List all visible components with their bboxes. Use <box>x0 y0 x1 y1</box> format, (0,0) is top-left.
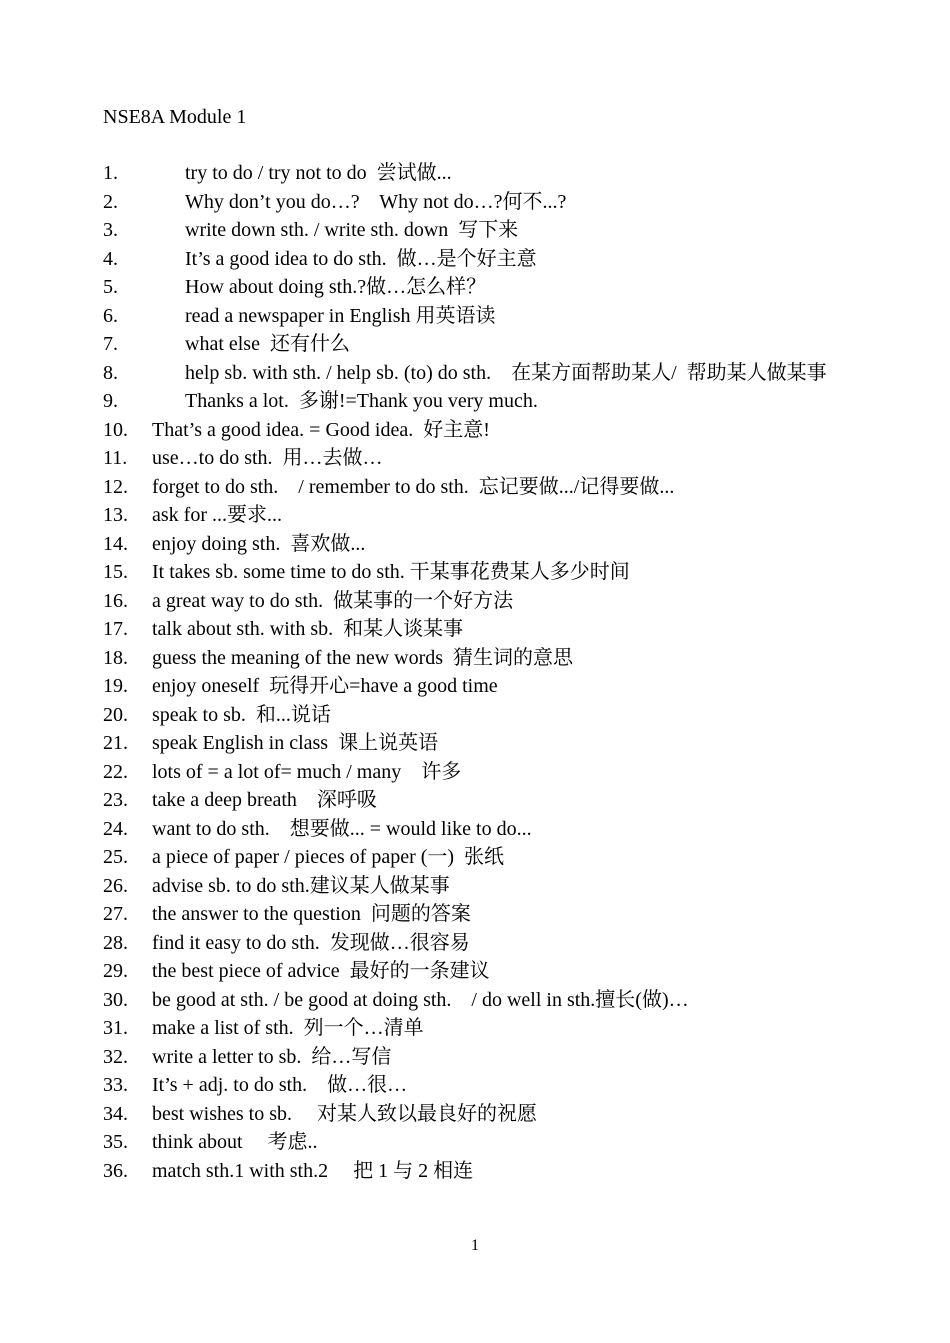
list-item-number: 27. <box>103 903 128 925</box>
list-item-text: It takes sb. some time to do sth. 干某事花费某人多少时间 <box>152 561 630 583</box>
list-item-text: the best piece of advice 最好的一条建议 <box>152 960 490 982</box>
list-item-text: best wishes to sb. 对某人致以最良好的祝愿 <box>152 1102 537 1125</box>
list-item <box>103 957 853 986</box>
list-item-text: enjoy oneself 玩得开心=have a good time <box>152 675 498 697</box>
list-item-number: 13. <box>103 504 128 526</box>
list-item <box>103 615 853 644</box>
list-item-text: advise sb. to do sth.建议某人做某事 <box>152 874 450 897</box>
list-item-number: 15. <box>103 561 128 583</box>
list-item <box>103 786 853 815</box>
list-item <box>103 558 853 587</box>
list-item-number: 22. <box>103 760 128 783</box>
list-item <box>103 273 853 302</box>
list-item <box>103 1043 853 1072</box>
list-item-number: 19. <box>103 675 128 697</box>
list-item <box>103 216 853 245</box>
list-item-text: use…to do sth. 用…去做… <box>152 447 383 469</box>
list-item <box>103 644 853 673</box>
list-item-number: 4. <box>103 247 118 270</box>
list-item-text: write a letter to sb. 给…写信 <box>152 1045 392 1068</box>
list-item-number: 10. <box>103 418 128 441</box>
list-item-number: 31. <box>103 1017 128 1039</box>
list-item-number: 5. <box>103 276 118 298</box>
list-item-number: 29. <box>103 960 128 982</box>
list-item-number: 21. <box>103 732 128 754</box>
list-item-number: 32. <box>103 1045 128 1068</box>
list-item <box>103 387 853 416</box>
list-item-text: It’s + adj. to do sth. 做…很… <box>152 1074 408 1096</box>
list-item <box>103 587 853 616</box>
list-item-number: 28. <box>103 931 128 954</box>
list-item <box>103 758 853 787</box>
list-item-number: 30. <box>103 988 128 1011</box>
list-item-text: speak English in class 课上说英语 <box>152 732 439 754</box>
list-item-text: enjoy doing sth. 喜欢做... <box>152 532 366 555</box>
list-item <box>103 330 853 359</box>
list-item-number: 8. <box>103 361 118 384</box>
list-item <box>103 986 853 1015</box>
list-item-text: read a newspaper in English 用英语读 <box>185 304 496 327</box>
list-item-number: 33. <box>103 1074 128 1096</box>
list-item-number: 12. <box>103 475 128 498</box>
list-item <box>103 444 853 473</box>
list-item-text: guess the meaning of the new words 猜生词的意思 <box>152 646 574 669</box>
list-item-text: It’s a good idea to do sth. 做…是个好主意 <box>185 247 537 270</box>
list-item-number: 6. <box>103 304 118 327</box>
list-item <box>103 872 853 901</box>
list-item-text: talk about sth. with sb. 和某人谈某事 <box>152 618 464 640</box>
list-item-text: the answer to the question 问题的答案 <box>152 903 471 925</box>
list-item-text: what else 还有什么 <box>185 333 350 355</box>
list-item-number: 7. <box>103 333 118 355</box>
list-item <box>103 900 853 929</box>
list-item-text: want to do sth. 想要做... = would like to do... <box>152 817 532 840</box>
list-item <box>103 815 853 844</box>
list-item-number: 3. <box>103 219 118 241</box>
list-item-text: How about doing sth.?做…怎么样？ <box>185 276 487 298</box>
list-item-text: match sth.1 with sth.2 把 1 与 2 相连 <box>152 1159 474 1182</box>
list-item-text: lots of = a lot of= much / many 许多 <box>152 760 462 783</box>
list-item-number: 25. <box>103 846 128 868</box>
document-title: NSE8A Module 1 <box>103 106 247 128</box>
list-item-number: 34. <box>103 1102 128 1125</box>
list-item <box>103 672 853 701</box>
list-item-number: 2. <box>103 190 118 213</box>
list-item-text: ask for ...要求... <box>152 504 282 526</box>
list-item-number: 11. <box>103 447 128 469</box>
list-item <box>103 159 853 188</box>
list-item <box>103 1014 853 1043</box>
list-item <box>103 843 853 872</box>
list-item <box>103 1071 853 1100</box>
list-item-number: 35. <box>103 1131 128 1153</box>
list-item-text: forget to do sth. / remember to do sth. 忘记要做.../记得要做... <box>152 475 675 498</box>
list-item-number: 26. <box>103 874 128 897</box>
list-item <box>103 729 853 758</box>
list-item <box>103 929 853 958</box>
list-item-number: 14. <box>103 532 128 555</box>
list-item-number: 20. <box>103 703 128 726</box>
list-item-text: help sb. with sth. / help sb. (to) do sth. 在某方面帮助某人/ 帮助某人做某事 <box>185 361 827 384</box>
list-item-text: That’s a good idea. = Good idea. 好主意! <box>152 418 490 441</box>
list-item <box>103 1128 853 1157</box>
list-item <box>103 530 853 559</box>
list-item <box>103 473 853 502</box>
list-item-number: 1. <box>103 162 118 184</box>
list-item <box>103 416 853 445</box>
list-item <box>103 359 853 388</box>
list-item-text: take a deep breath 深呼吸 <box>152 789 377 811</box>
list-item-text: Why don’t you do…? Why not do…?何不...? <box>185 190 567 213</box>
list-item <box>103 245 853 274</box>
list-item-number: 18. <box>103 646 128 669</box>
list-item <box>103 701 853 730</box>
list-item <box>103 1100 853 1129</box>
list-item-number: 36. <box>103 1159 128 1182</box>
list-item <box>103 1157 853 1186</box>
list-item-text: be good at sth. / be good at doing sth. / do well in sth.擅长(做)… <box>152 988 689 1011</box>
list-item-number: 9. <box>103 390 118 412</box>
list-item-text: Thanks a lot. 多谢!=Thank you very much. <box>185 390 538 412</box>
list-item <box>103 188 853 217</box>
list-item-number: 16. <box>103 589 128 612</box>
list-item-number: 17. <box>103 618 128 640</box>
list-item-text: a piece of paper / pieces of paper (一) 张纸 <box>152 846 505 868</box>
page-number: 1 <box>471 1237 479 1254</box>
list-item-text: try to do / try not to do 尝试做... <box>185 162 452 184</box>
list-item-text: write down sth. / write sth. down 写下来 <box>185 219 519 241</box>
list-item-number: 23. <box>103 789 128 811</box>
list-item-text: find it easy to do sth. 发现做…很容易 <box>152 931 470 954</box>
vocabulary-list <box>103 159 853 1185</box>
list-item-text: make a list of sth. 列一个…清单 <box>152 1017 424 1039</box>
list-item <box>103 501 853 530</box>
list-item <box>103 302 853 331</box>
list-item-text: a great way to do sth. 做某事的一个好方法 <box>152 589 514 612</box>
list-item-text: speak to sb. 和...说话 <box>152 703 331 726</box>
list-item-text: think about 考虑.. <box>152 1131 318 1153</box>
list-item-number: 24. <box>103 817 128 840</box>
